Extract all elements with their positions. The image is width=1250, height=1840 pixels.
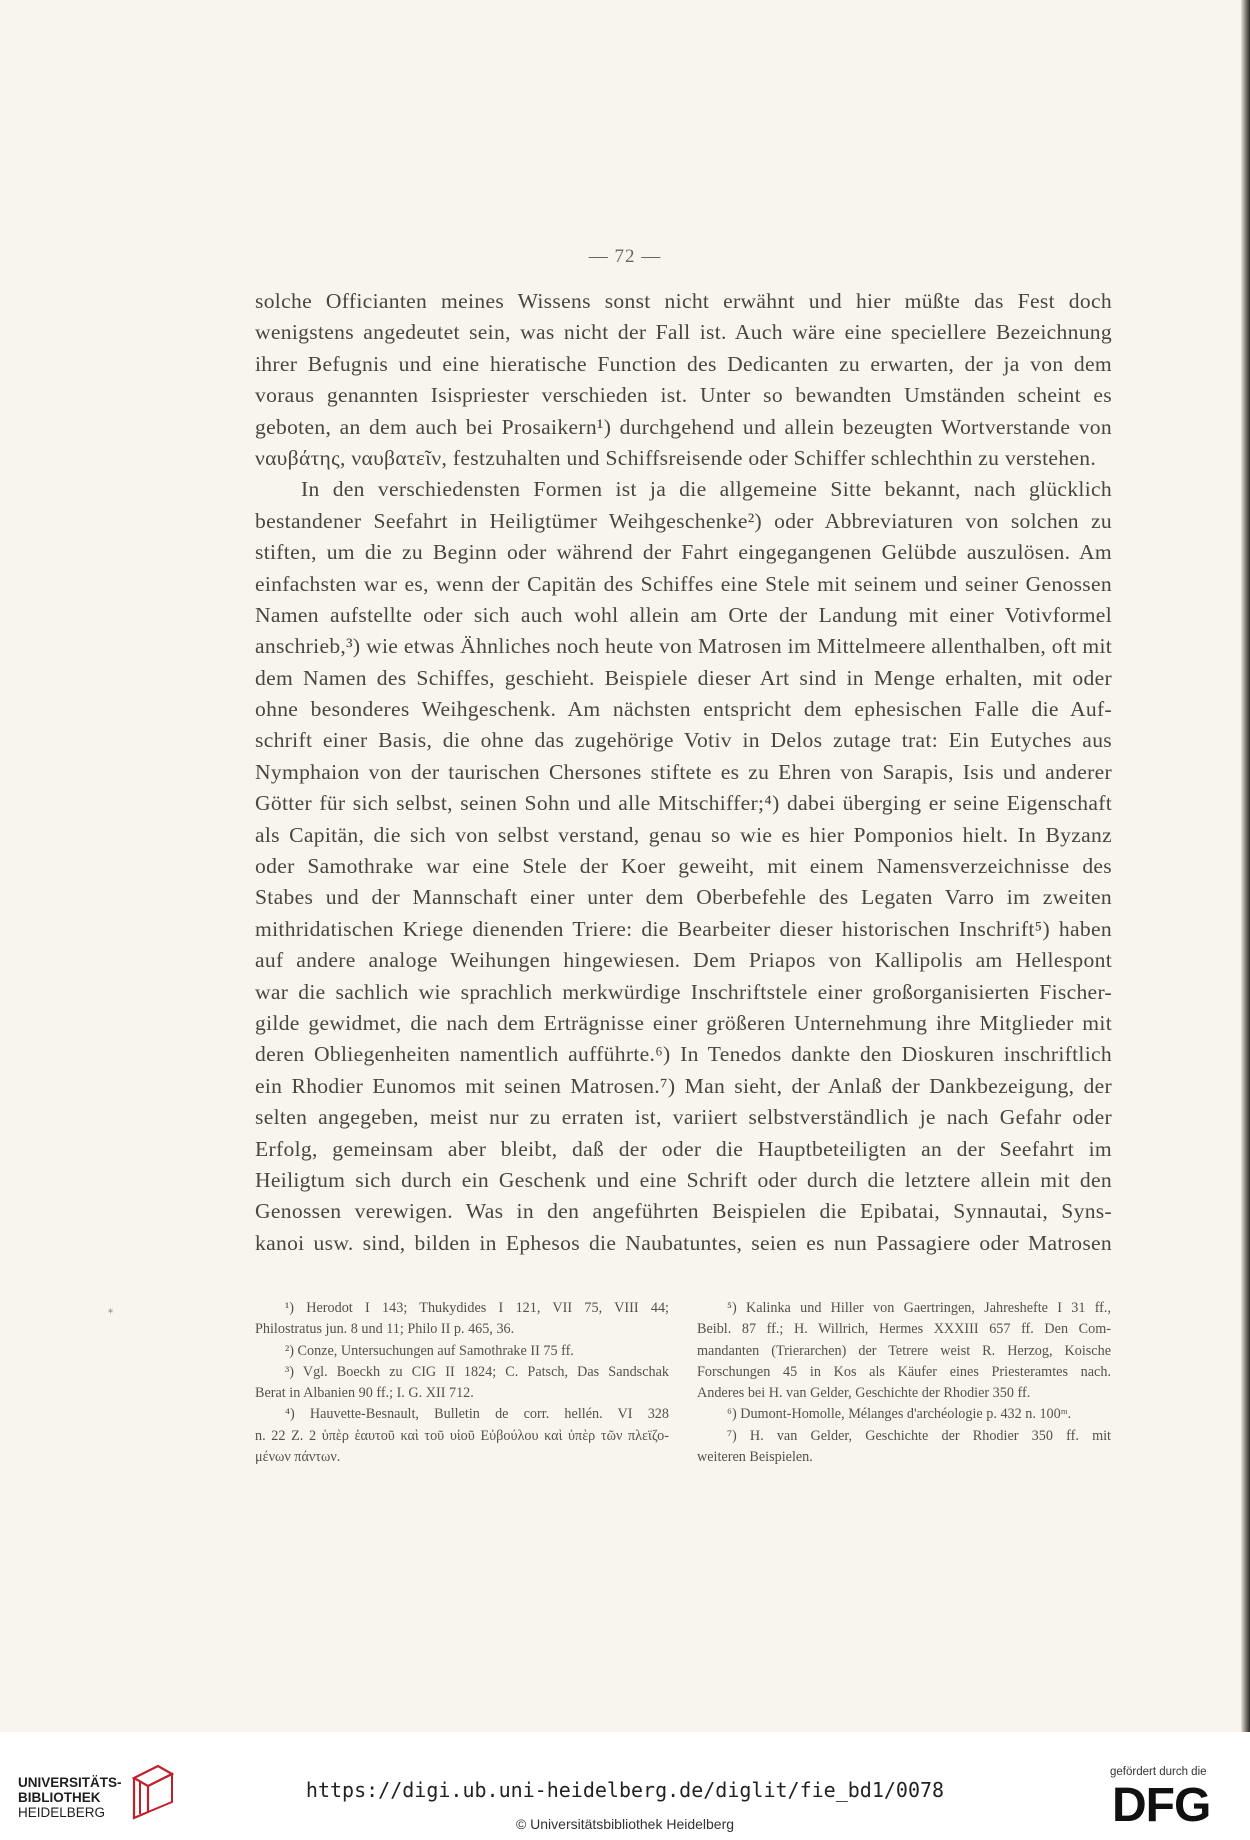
text-line: Stabes und der Mannschaft einer unter dem Oberbefehle des Legaten Varro im zweiten xyxy=(255,885,1112,910)
text-line: bestandener Seefahrt in Heiligtümer Weihgeschenke²) oder Abbreviaturen von solchen zu xyxy=(255,508,1112,533)
footnote-line: Anderes bei H. van Gelder, Geschichte der Rhodier 350 ff. xyxy=(697,1385,1031,1402)
copyright-notice: © Universitätsbibliothek Heidelberg xyxy=(515,1816,735,1832)
dfg-logo[interactable]: DFG xyxy=(1112,1779,1211,1832)
viewer-footer xyxy=(0,1732,1250,1840)
text-line: Heiligtum sich durch ein Geschenk und eine Schrift oder durch die letztere allein mit den xyxy=(255,1167,1112,1192)
footnote-line: Berat in Albanien 90 ff.; I. G. XII 712. xyxy=(255,1385,474,1402)
text-line: In den verschiedensten Formen ist ja die allgemeine Sitte bekannt, nach glücklich xyxy=(301,477,1112,502)
text-line: ihrer Befugnis und eine hieratische Function des Dedicanten zu erwarten, der ja von dem xyxy=(255,351,1112,376)
page-number: — 72 — xyxy=(588,246,662,267)
library-name-line: UNIVERSITÄTS- xyxy=(18,1775,122,1790)
footnote-line: Philostratus jun. 8 und 11; Philo II p. 465, 36. xyxy=(255,1321,515,1338)
text-line: solche Officianten meines Wissens sonst nicht erwähnt und hier müßte das Fest doch xyxy=(255,289,1112,313)
footnote-line: ⁴) Hauvette-Besnault, Bulletin de corr. hellén. VI 328 xyxy=(285,1406,669,1423)
text-line: stiften, um die zu Beginn oder während der Fahrt eingegangenen Gelübde auszulösen. Am xyxy=(255,540,1112,565)
text-line: anschrieb,³) wie etwas Ähnliches noch heute von Matrosen im Mittelmeere allenthalben, oft mit xyxy=(255,634,1113,659)
funded-by-label: gefördert durch die xyxy=(1110,1766,1207,1778)
text-line: war die sachlich wie sprachlich merkwürdige Inschriftstele einer großorganisierten Fischer- xyxy=(255,979,1112,1004)
footnote-line: Forschungen 45 in Kos als Käufer eines Priesteramtes nach. xyxy=(697,1363,1111,1380)
text-line: voraus genannten Isispriester verschieden ist. Unter so bewandten Umständen scheint es xyxy=(255,383,1112,408)
footnote-line: ⁶) Dumont-Homolle, Mélanges d'archéologie p. 432 n. 100ᵐ. xyxy=(727,1406,1072,1423)
text-line: Nymphaion von der taurischen Chersones stiftete es zu Ehren von Sarapis, Isis und anderer xyxy=(255,759,1112,784)
footnote-line: ³) Vgl. Boeckh zu CIG II 1824; C. Patsch, Das Sandschak xyxy=(285,1363,669,1380)
footnotes-left xyxy=(255,1298,669,1468)
text-line: Namen aufstellte oder sich auch wohl allein am Orte der Landung mit einer Votivformel xyxy=(255,602,1112,627)
footnote-line: n. 22 Z. 2 ὑπὲρ ἑαυτοῦ καὶ τοῦ υἱοῦ Εὐβούλου καὶ ὑπὲρ τῶν πλεϊζο- xyxy=(255,1427,669,1444)
text-line: deren Obliegenheiten namentlich aufführte.⁶) In Tenedos dankte den Dioskuren inschriftlich xyxy=(255,1042,1112,1067)
margin-mark: * xyxy=(108,1308,113,1319)
document-url-link[interactable]: https://digi.ub.uni-heidelberg.de/diglit/fie_bd1/0078 xyxy=(305,1778,945,1802)
footnote-line: ⁵) Kalinka und Hiller von Gaertringen, Jahreshefte I 31 ff., xyxy=(727,1300,1111,1316)
footnote-line: weiteren Beispielen. xyxy=(697,1449,813,1466)
text-line: Götter für sich selbst, seinen Sohn und alle Mitschiffer;⁴) dabei überging er seine Eigenschaft xyxy=(255,791,1112,816)
text-line: dem Namen des Schiffes, geschieht. Beispiele dieser Art sind in Menge erhalten, mit oder xyxy=(255,665,1112,690)
footnote-line: μένων πάντων. xyxy=(255,1449,341,1466)
footnotes-right xyxy=(697,1298,1111,1468)
text-line: selten angegeben, meist nur zu erraten ist, variiert selbstverständlich je nach Gefahr oder xyxy=(255,1105,1112,1130)
text-line: ein Rhodier Eunomos mit seinen Matrosen.⁷) Man sieht, der Anlaß der Dankbezeigung, der xyxy=(255,1073,1112,1098)
text-line: Erfolg, gemeinsam aber bleibt, daß der oder die Hauptbeteiligten an der Seefahrt im xyxy=(255,1136,1112,1161)
footnote-line: ¹) Herodot I 143; Thukydides I 121, VII 75, VIII 44; xyxy=(285,1300,669,1316)
library-name-line: HEIDELBERG xyxy=(18,1805,106,1820)
text-line: Genossen verewigen. Was in den angeführten Beispielen die Epibatai, Synnautai, Syns- xyxy=(255,1199,1112,1224)
text-line: oder Samothrake war eine Stele der Koer geweiht, mit einem Namensverzeichnisse des xyxy=(255,854,1112,879)
footnote-line: ⁷) H. van Gelder, Geschichte der Rhodier 350 ff. mit xyxy=(727,1427,1111,1444)
text-line: als Capitän, die sich von selbst verstand, genau so wie es hier Pomponios hielt. In Byzanz xyxy=(255,822,1112,847)
text-line: auf andere analoge Weihungen hingewiesen. Dem Priapos von Kallipolis am Hellespont xyxy=(255,948,1112,973)
text-line: gilde gewidmet, die nach dem Erträgnisse einer größeren Unternehmung ihre Mitglieder mit xyxy=(255,1010,1112,1035)
text-line: wenigstens angedeutet sein, was nicht der Fall ist. Auch wäre eine speciellere Bezeichnung xyxy=(255,320,1112,345)
footnote-line: Beibl. 87 ff.; H. Willrich, Hermes XXXIII 657 ff. Den Com- xyxy=(697,1321,1111,1338)
body-text xyxy=(255,286,1112,1259)
library-name-line: BIBLIOTHEK xyxy=(18,1790,101,1805)
text-line: kanoi usw. sind, bilden in Ephesos die Naubatuntes, seien es nun Passagiere oder Matrosen xyxy=(255,1230,1112,1255)
text-line: ohne besonderes Weihgeschenk. Am nächsten entspricht dem ephesischen Falle die Auf- xyxy=(255,697,1112,722)
footnote-line: ²) Conze, Untersuchungen auf Samothrake II 75 ff. xyxy=(285,1342,574,1359)
text-line: einfachsten war es, wenn der Capitän des Schiffes eine Stele mit seinem und seiner Genossen xyxy=(255,571,1112,596)
text-line: ναυβάτης, ναυβατεῖν, festzuhalten und Schiffsreisende oder Schiffer schlechthin zu verstehen. xyxy=(255,445,1097,470)
text-line: schrift einer Basis, die ohne das zugehörige Votiv in Delos zutage trat: Ein Eutyches aus xyxy=(255,728,1112,753)
footnote-line: mandanten (Trierarchen) der Tetrere weist R. Herzog, Koische xyxy=(697,1342,1111,1359)
text-line: geboten, an dem auch bei Prosaikern¹) durchgehend und allein bezeugten Wortverstande von xyxy=(255,414,1112,439)
text-line: mithridatischen Kriege dienenden Triere: die Bearbeiter dieser historischen Inschrift⁵) haben xyxy=(255,916,1112,941)
